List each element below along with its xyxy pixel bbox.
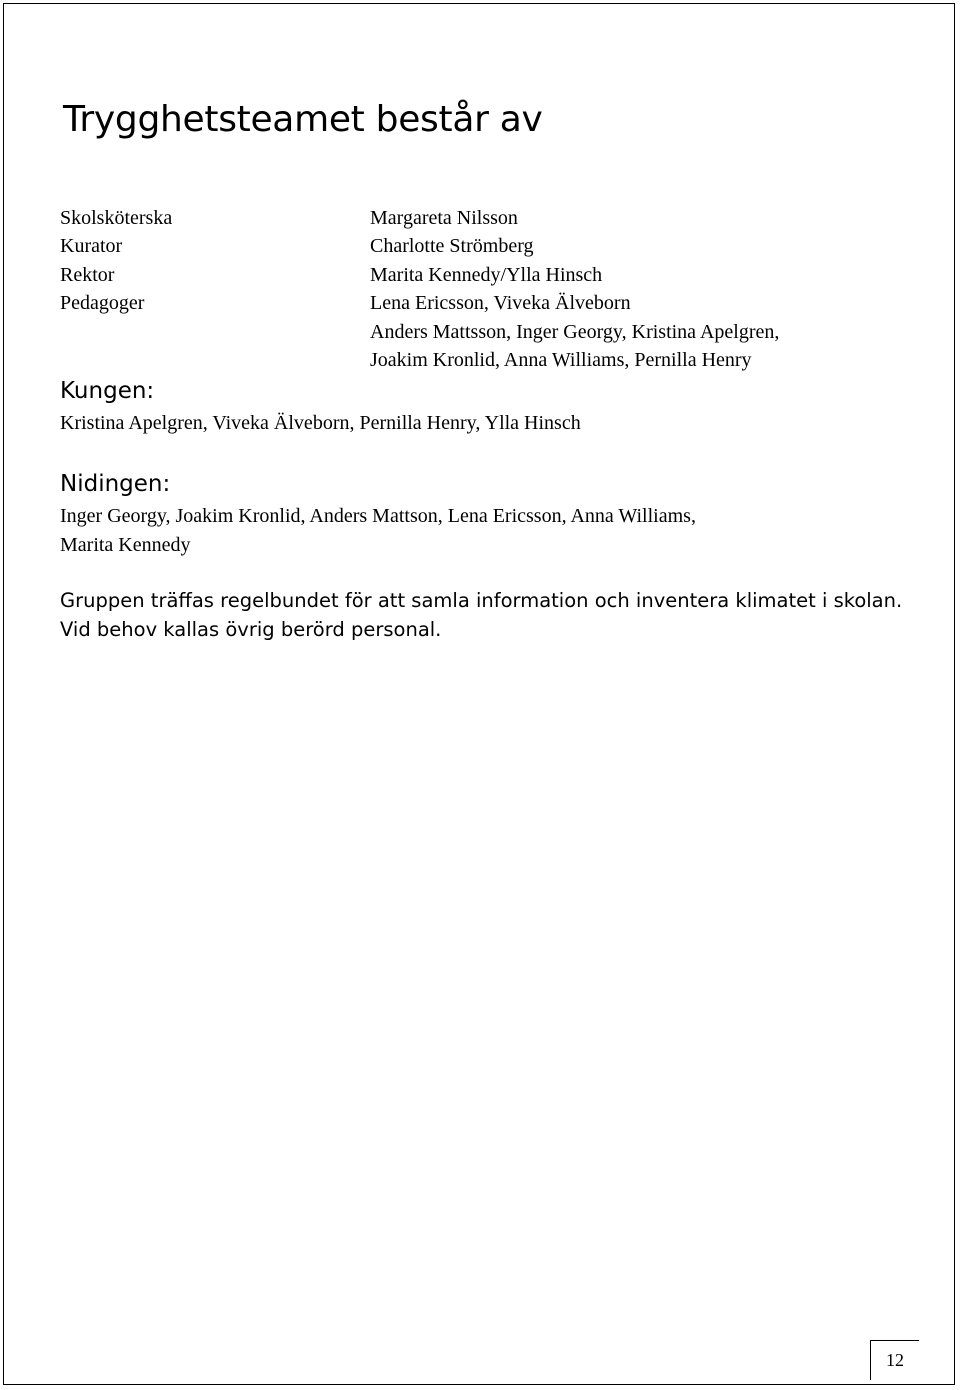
page-number: 12 xyxy=(870,1340,919,1380)
role-names: Marita Kennedy/Ylla Hinsch xyxy=(370,263,603,286)
role-names: Charlotte Strömberg xyxy=(370,235,534,258)
role-names: Joakim Kronlid, Anna Williams, Pernilla Henry xyxy=(370,348,752,371)
role-label: Skolsköterska xyxy=(60,207,173,229)
nidingen-members-line1: Inger Georgy, Joakim Kronlid, Anders Mattson, Lena Ericsson, Anna Williams, xyxy=(60,505,696,527)
role-label: Kurator xyxy=(60,235,123,258)
role-names: Margareta Nilsson xyxy=(370,207,518,229)
kungen-members: Kristina Apelgren, Viveka Älveborn, Pernilla Henry, Ylla Hinsch xyxy=(60,412,581,434)
role-names: Lena Ericsson, Viveka Älveborn xyxy=(370,292,631,315)
document-page xyxy=(3,3,955,1385)
info-paragraph-line2: Vid behov kallas övrig berörd personal. xyxy=(60,618,442,641)
role-names: Anders Mattsson, Inger Georgy, Kristina Apelgren, xyxy=(370,320,780,343)
nidingen-members-line2: Marita Kennedy xyxy=(60,534,191,556)
role-label: Pedagoger xyxy=(60,292,145,315)
page-title: Trygghetsteamet består av xyxy=(63,99,543,140)
kungen-heading: Kungen: xyxy=(60,378,155,404)
nidingen-heading: Nidingen: xyxy=(60,471,171,497)
info-paragraph-line1: Gruppen träffas regelbundet för att samla information och inventera klimatet i skolan. xyxy=(60,589,903,612)
role-label: Rektor xyxy=(60,263,115,286)
